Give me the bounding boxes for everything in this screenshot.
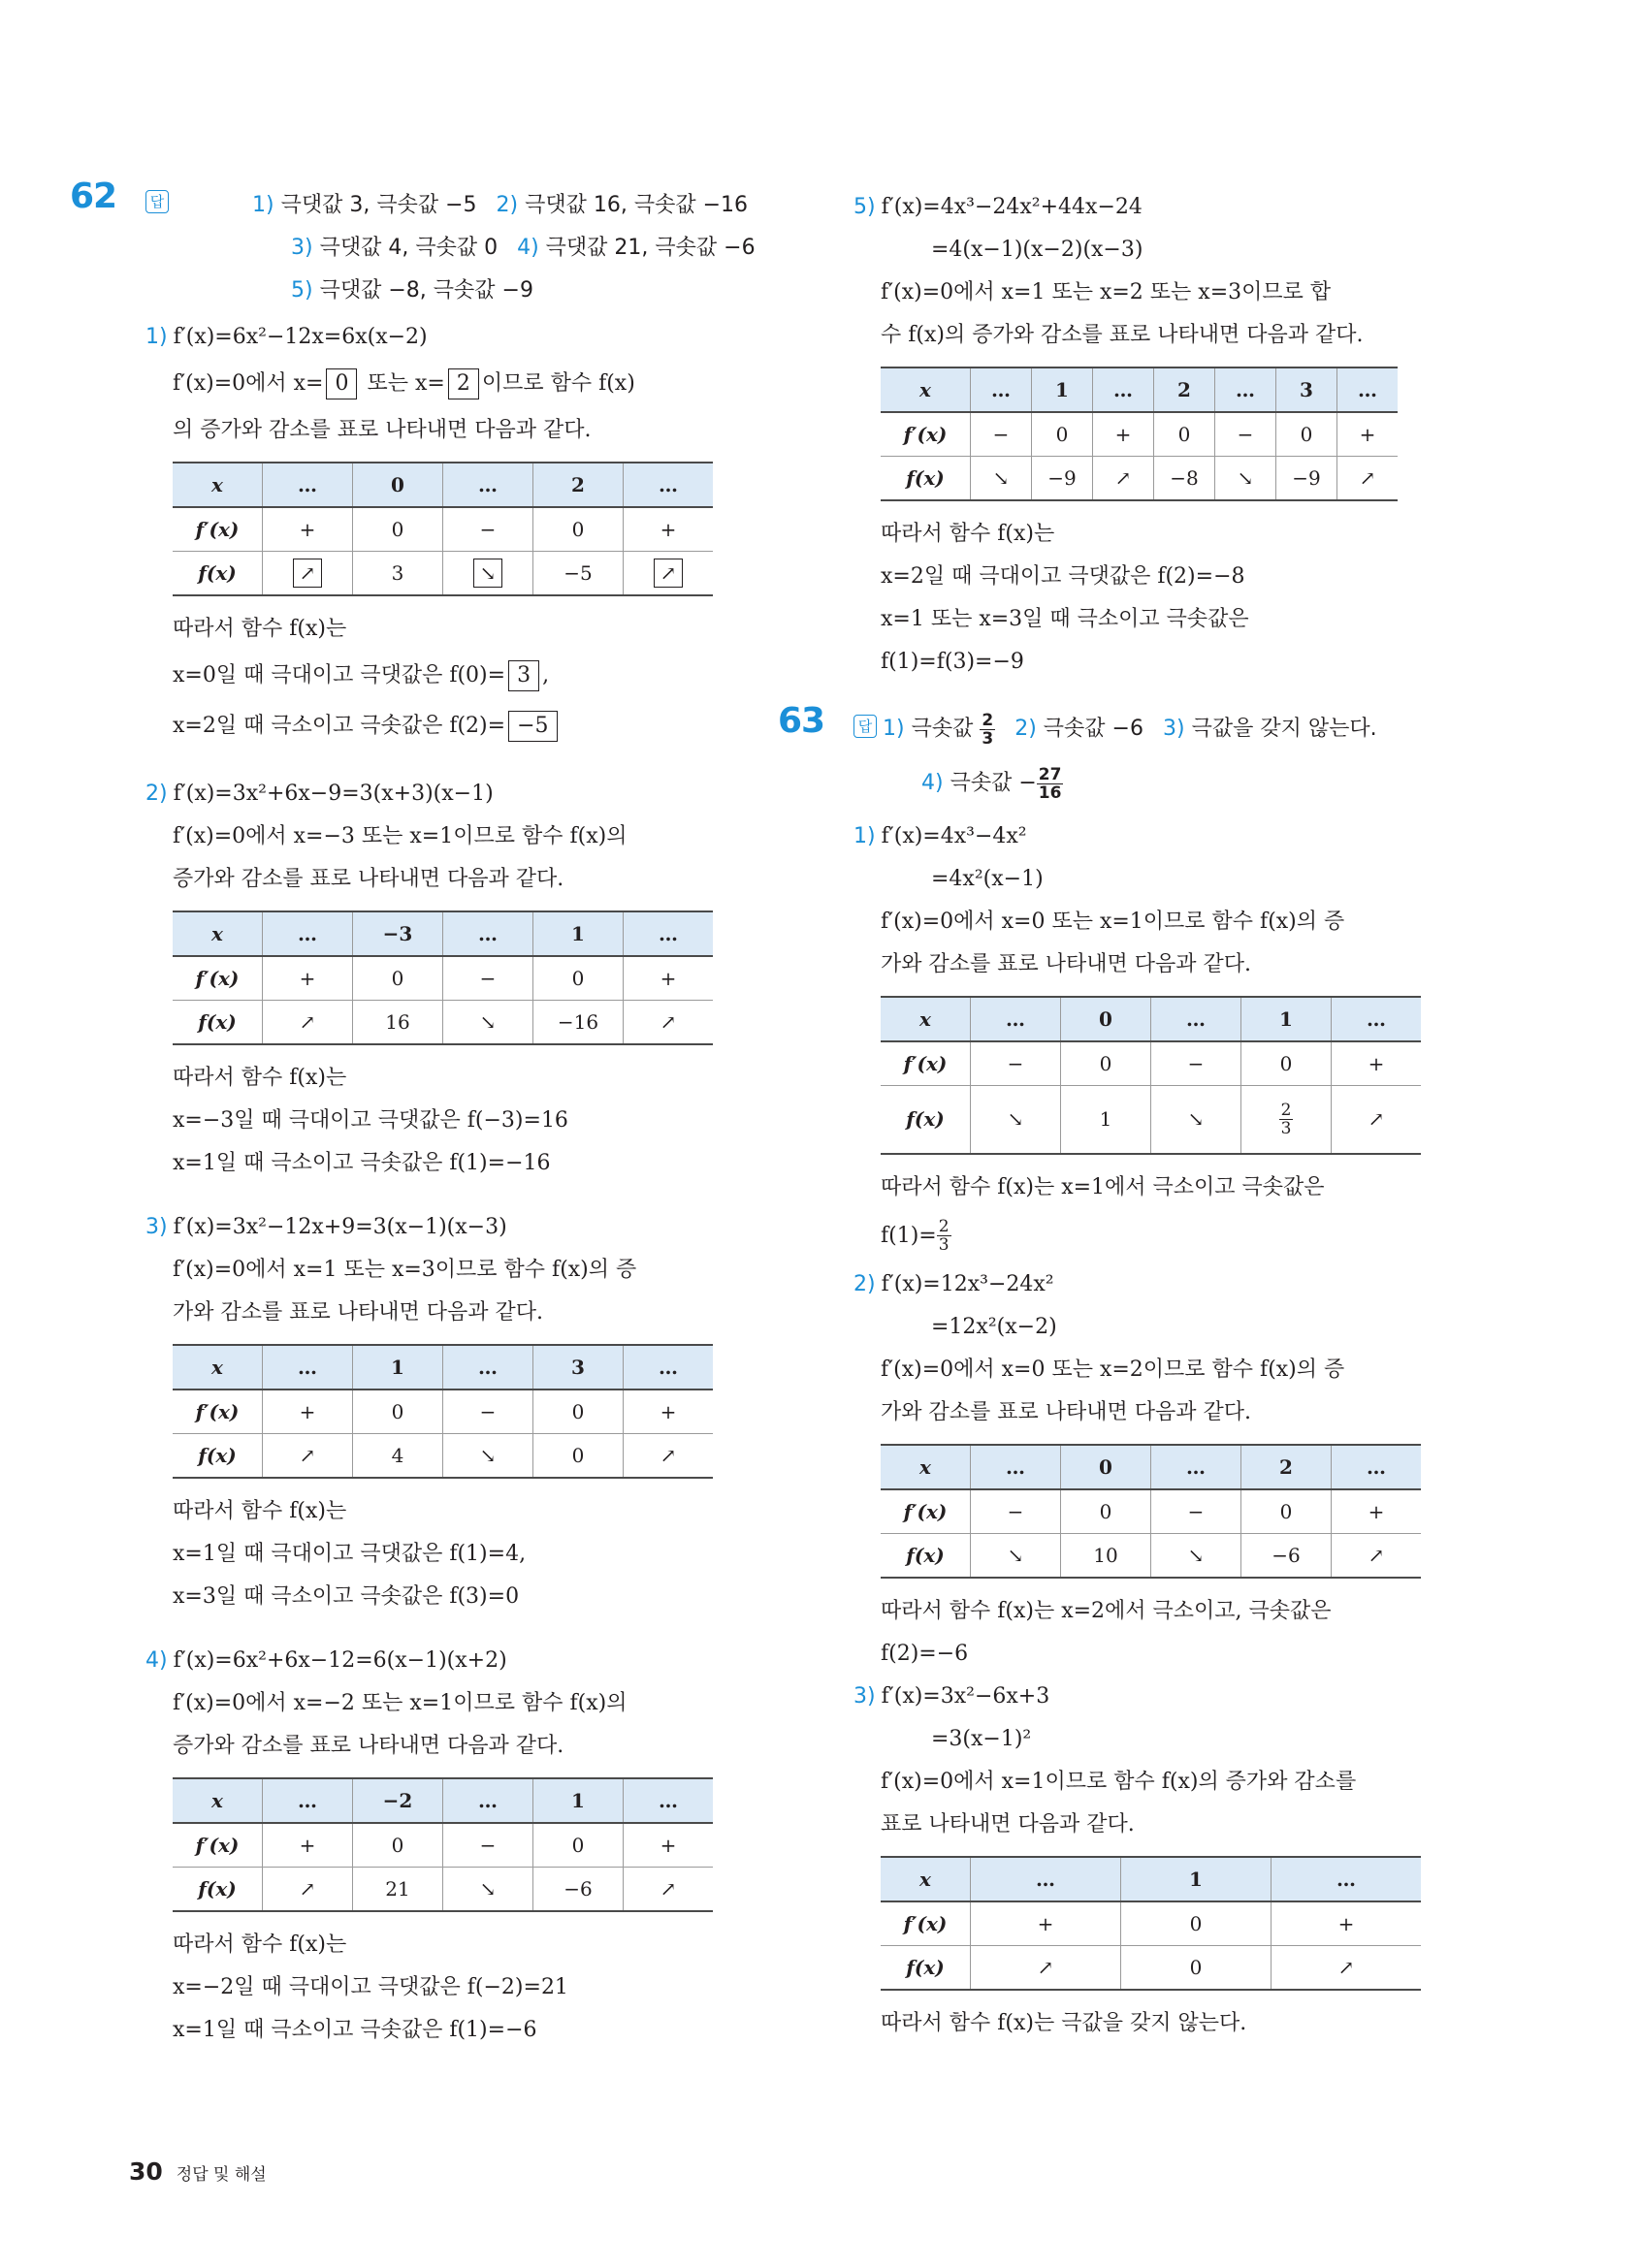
problem-number: 63 [778,701,825,741]
problem-63-header [778,701,1513,812]
solution-63-1 [853,815,1513,1263]
text-line: =12x²(x−2) [931,1314,1057,1339]
increase-decrease-table: x … 1 … f′(x) + 0 + f(x) ↗ 0 ↗ [881,1856,1421,1991]
down-arrow-icon: ↘ [473,559,502,588]
text-line: 표로 나타내면 다음과 같다. [881,1811,1135,1837]
text-line: 증가와 감소를 표로 나타내면 다음과 같다. [173,1734,564,1758]
text-line: 따라서 함수 f(x)는 [173,1066,347,1090]
text-line: 가와 감소를 표로 나타내면 다음과 같다. [881,1399,1251,1424]
solution-head: 1) f′(x)=4x³−4x² [853,824,1027,848]
text-line: 가와 감소를 표로 나타내면 다음과 같다. [881,952,1251,976]
solution-head: 2) f′(x)=3x²+6x−9=3(x+3)(x−1) [145,782,494,806]
text-line: 의 증가와 감소를 표로 나타내면 다음과 같다. [173,418,592,442]
text-line: x=1 또는 x=3일 때 극소이고 극솟값은 [881,607,1249,631]
text-line: f′(x)=0에서 x=0 또는 x=2이므로 함수 f(x)의 증 [881,1357,1345,1382]
increase-decrease-table: x … 1 … 2 … 3 … f′(x) − 0 + 0 − 0 + f(x) ↘ −9 ↗ −8 ↘ −9 ↗ [881,367,1398,501]
solution-63-3 [853,1676,1513,2045]
page-number: 30 [129,2157,163,2186]
increase-decrease-table: x … 0 … 2 … f′(x) − 0 − 0 + f(x) ↘ 10 ↘ −6 ↗ [881,1444,1421,1579]
text-line: 따라서 함수 f(x)는 x=1에서 극소이고 극솟값은 [881,1174,1325,1199]
text-line: f′(x)=0에서 x=−2 또는 x=1이므로 함수 f(x)의 [173,1691,628,1715]
fraction: $\frac{2}{3}$ [1280,1100,1292,1138]
solution-62-4 [145,1640,797,2052]
increase-decrease-table: x … 1 … 3 … f′(x) + 0 − 0 + f(x) ↗ 4 ↘ 0 ↗ [173,1344,713,1479]
text-line: x=1일 때 극소이고 극솟값은 f(1)=−6 [173,2018,537,2042]
text-line: x=2일 때 극소이고 극솟값은 f(2)= −5 [173,701,797,751]
increase-decrease-table: x … 0 … 2 … f′(x) + 0 − 0 + f(x) ↗ 3 ↘ −5 ↗ [173,462,713,596]
increase-decrease-table: x … −2 … 1 … f′(x) + 0 − 0 + f(x) ↗ 21 ↘ −6 ↗ [173,1777,713,1912]
text-line: f′(x)=0에서 x=1이므로 함수 f(x)의 증가와 감소를 [881,1769,1357,1794]
solution-62-2 [145,773,797,1185]
text-line: 따라서 함수 f(x)는 [881,522,1055,546]
text-line: f(1)=f(3)=−9 [881,650,1024,674]
page-footer [129,2157,267,2186]
footer-label: 정답 및 해설 [176,2165,267,2185]
increase-decrease-table: x … 0 … 1 … f′(x) − 0 − 0 + f(x) ↘ 1 ↘ $\frac{2}{3}$ ↗ [881,996,1421,1155]
text-line: 따라서 함수 f(x)는 [173,1499,347,1523]
fraction: $\frac{27}{16}$ [1038,764,1062,803]
text-line: 따라서 함수 f(x)는 극값을 갖지 않는다. [881,2010,1247,2035]
text-line: x=−2일 때 극대이고 극댓값은 f(−2)=21 [173,1975,568,1999]
answer-line: 3) 극댓값 4, 극솟값 0 4) 극댓값 21, 극솟값 −6 [291,236,756,260]
up-arrow-icon: ↗ [293,559,322,588]
solution-head: 3) f′(x)=3x²−6x+3 [853,1683,1050,1709]
text-line: f′(x)=0에서 x=1 또는 x=3이므로 함수 f(x)의 증 [173,1258,637,1282]
solution-62-1 [145,316,797,751]
text-line: x=0일 때 극대이고 극댓값은 f(0)= 3 , [173,651,797,701]
text-line: x=1일 때 극소이고 극솟값은 f(1)=−16 [173,1151,551,1175]
answer-line: 1) 극솟값 $\frac{2}{3}$ 2) 극솟값 −6 3) 극값을 갖지 않는다. [883,710,1377,749]
fraction: $\frac{2}{3}$ [938,1217,950,1255]
text-line: x=1일 때 극대이고 극댓값은 f(1)=4, [173,1542,527,1566]
text-line: f′(x)=0에서 x=−3 또는 x=1이므로 함수 f(x)의 [173,824,628,848]
solution-head: 2) f′(x)=12x³−24x² [853,1271,1054,1296]
text-line: x=−3일 때 극대이고 극댓값은 f(−3)=16 [173,1108,568,1133]
text-line: 가와 감소를 표로 나타내면 다음과 같다. [173,1300,543,1325]
text-line: =4x²(x−1) [931,867,1044,891]
fraction: $\frac{2}{3}$ [982,710,994,749]
answer-badge: 답 [853,715,877,738]
right-column [778,186,1513,2045]
increase-decrease-table: x … −3 … 1 … f′(x) + 0 − 0 + f(x) ↗ 16 ↘ −16 ↗ [173,910,713,1045]
solution-62-5 [853,186,1513,684]
text-line: 따라서 함수 f(x)는 [173,1933,347,1957]
solution-head: 4) f′(x)=6x²+6x−12=6(x−1)(x+2) [145,1648,507,1673]
up-arrow-icon: ↗ [654,559,683,588]
text-line: 증가와 감소를 표로 나타내면 다음과 같다. [173,867,564,891]
solution-head: 5) f′(x)=4x³−24x²+44x−24 [853,195,1143,219]
problem-number: 62 [70,176,117,216]
problem-62-header [70,176,797,312]
text-line: f(1)= $\frac{2}{3}$ [881,1217,950,1255]
text-line: 따라서 함수 f(x)는 x=2에서 극소이고, 극솟값은 [881,1598,1332,1623]
solution-62-3 [145,1206,797,1618]
answer-line: 1) 극댓값 3, 극솟값 −5 2) 극댓값 16, 극솟값 −16 [252,193,749,217]
text-line: f′(x)=0에서 x=1 또는 x=2 또는 x=3이므로 합 [881,280,1332,304]
text-line: 수 f(x)의 증가와 감소를 표로 나타내면 다음과 같다. [881,323,1364,347]
text-line: f′(x)=0에서 x=0 또는 x=1이므로 함수 f(x)의 증 [881,910,1345,934]
answer-line: 4) 극솟값 − $\frac{27}{16}$ [921,764,1062,803]
solution-63-2 [853,1263,1513,1676]
answer-line: 5) 극댓값 −8, 극솟값 −9 [291,278,533,303]
solution-head: 3) f′(x)=3x²−12x+9=3(x−1)(x−3) [145,1215,507,1239]
left-column [70,176,797,2052]
text-line: f′(x)=0에서 x= 0 또는 x= 2 이므로 함수 f(x) [173,359,797,409]
answer-badge: 답 [145,190,169,213]
solution-head: 1) f′(x)=6x²−12x=6x(x−2) [145,325,428,349]
text-line: f(2)=−6 [881,1641,969,1666]
text-line: x=2일 때 극대이고 극댓값은 f(2)=−8 [881,564,1245,589]
text-line: x=3일 때 극소이고 극솟값은 f(3)=0 [173,1584,520,1609]
text-line: =4(x−1)(x−2)(x−3) [931,238,1143,262]
text-line: 따라서 함수 f(x)는 [173,617,347,641]
text-line: =3(x−1)² [931,1726,1032,1751]
